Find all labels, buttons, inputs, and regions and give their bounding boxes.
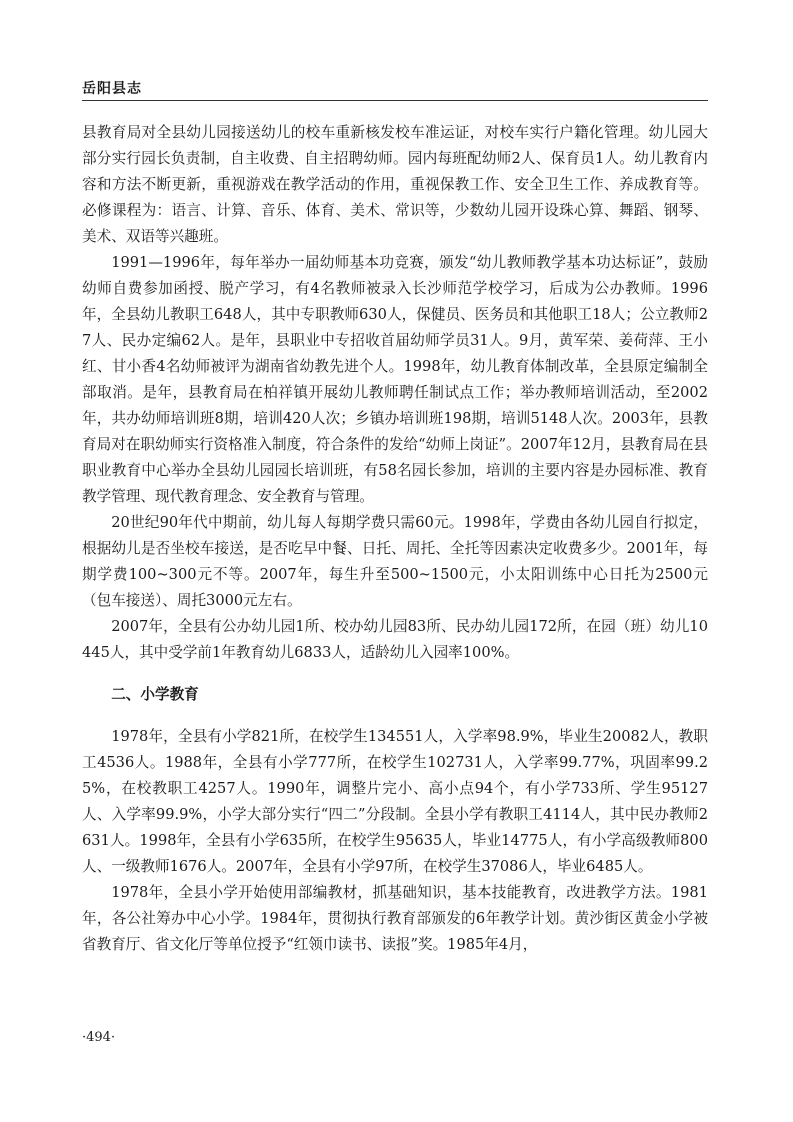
- paragraph-1: 县教育局对全县幼儿园接送幼儿的校车重新核发校车准运证，对校车实行户籍化管理。幼儿园大部分实行园长负责制，自主收费、自主招聘幼师。园内每班配幼师2人、保育员1人。幼儿教育内容和方法不断更新，重视游戏在教学活动的作用，重视保教工作、安全卫生工作、养成教育等。必修课程为：语言、计算、音乐、体育、美术、常识等，少数幼儿园开设珠心算、舞蹈、钢琴、美术、双语等兴趣班。: [82, 124, 708, 245]
- body-text: [82, 120, 708, 958]
- paragraph-5: 1978年，全县有小学821所，在校学生134551人，入学率98.9%，毕业生20082人，教职工4536人。1988年，全县有小学777所，在校学生102731人，入学率99.77%，巩固率99.25%，在校教职工4257人。1990年，调整片完小、高小点94个，有小学733所、学生95127人、入学率99.9%，小学大部分实行“四二”分段制。全县小学有教职工4114人，其中民办教师2631人。1998年，全县有小学635所，在校学生95635人，毕业14775人，有小学高级教师800人、一级教师1676人。2007年，全县有小学97所，在校学生37086人，毕业6485人。: [82, 728, 708, 875]
- paragraph-4: 2007年，全县有公办幼儿园1所、校办幼儿园83所、民办幼儿园172所，在园（班）幼儿10445人，其中受学前1年教育幼儿6833人，适龄幼儿入园率100%。: [82, 618, 708, 661]
- page-number: ·494·: [82, 1030, 116, 1045]
- paragraph-3: 20世纪90年代中期前，幼儿每人每期学费只需60元。1998年，学费由各幼儿园自行拟定，根据幼儿是否坐校车接送，是否吃早中餐、日托、周托、全托等因素决定收费多少。2001年，每期学费100~300元不等。2007年，每生升至500~1500元，小太阳训练中心日托为2500元（包车接送）、周托3000元左右。: [82, 514, 708, 609]
- section-heading-primary-education: 二、小学教育: [111, 686, 199, 703]
- running-header-title: 岳阳县志: [82, 81, 142, 97]
- header-divider: [82, 100, 708, 101]
- paragraph-6: 1978年，全县小学开始使用部编教材，抓基础知识，基本技能教育，改进教学方法。1981年，各公社筹办中心小学。1984年，贯彻执行教育部颁发的6年教学计划。黄沙街区黄金小学被省教育厅、省文化厅等单位授予“红领巾读书、读报”奖。1985年4月，: [82, 884, 708, 953]
- paragraph-2: 1991—1996年，每年举办一届幼师基本功竞赛，颁发“幼儿教师教学基本功达标证”，鼓励幼师自费参加函授、脱产学习，有4名教师被录入长沙师范学校学习，后成为公办教师。1996年，全县幼儿教职工648人，其中专职教师630人，保健员、医务员和其他职工18人；公立教师27人、民办定编62人。是年，县职业中专招收首届幼师学员31人。9月，黄军荣、姜荷萍、王小红、甘小香4名幼师被评为湖南省幼教先进个人。1998年，幼儿教育体制改革，全县原定编制全部取消。是年，县教育局在柏祥镇开展幼儿教师聘任制试点工作；举办教师培训活动，至2002年，共办幼师培训班8期，培训420人次；乡镇办培训班198期，培训5148人次。2003年，县教育局对在职幼师实行资格准入制度，符合条件的发给“幼师上岗证”。2007年12月，县教育局在县职业教育中心举办全县幼儿园园长培训班，有58名园长参加，培训的主要内容是办园标准、教育教学管理、现代教育理念、安全教育与管理。: [82, 254, 708, 505]
